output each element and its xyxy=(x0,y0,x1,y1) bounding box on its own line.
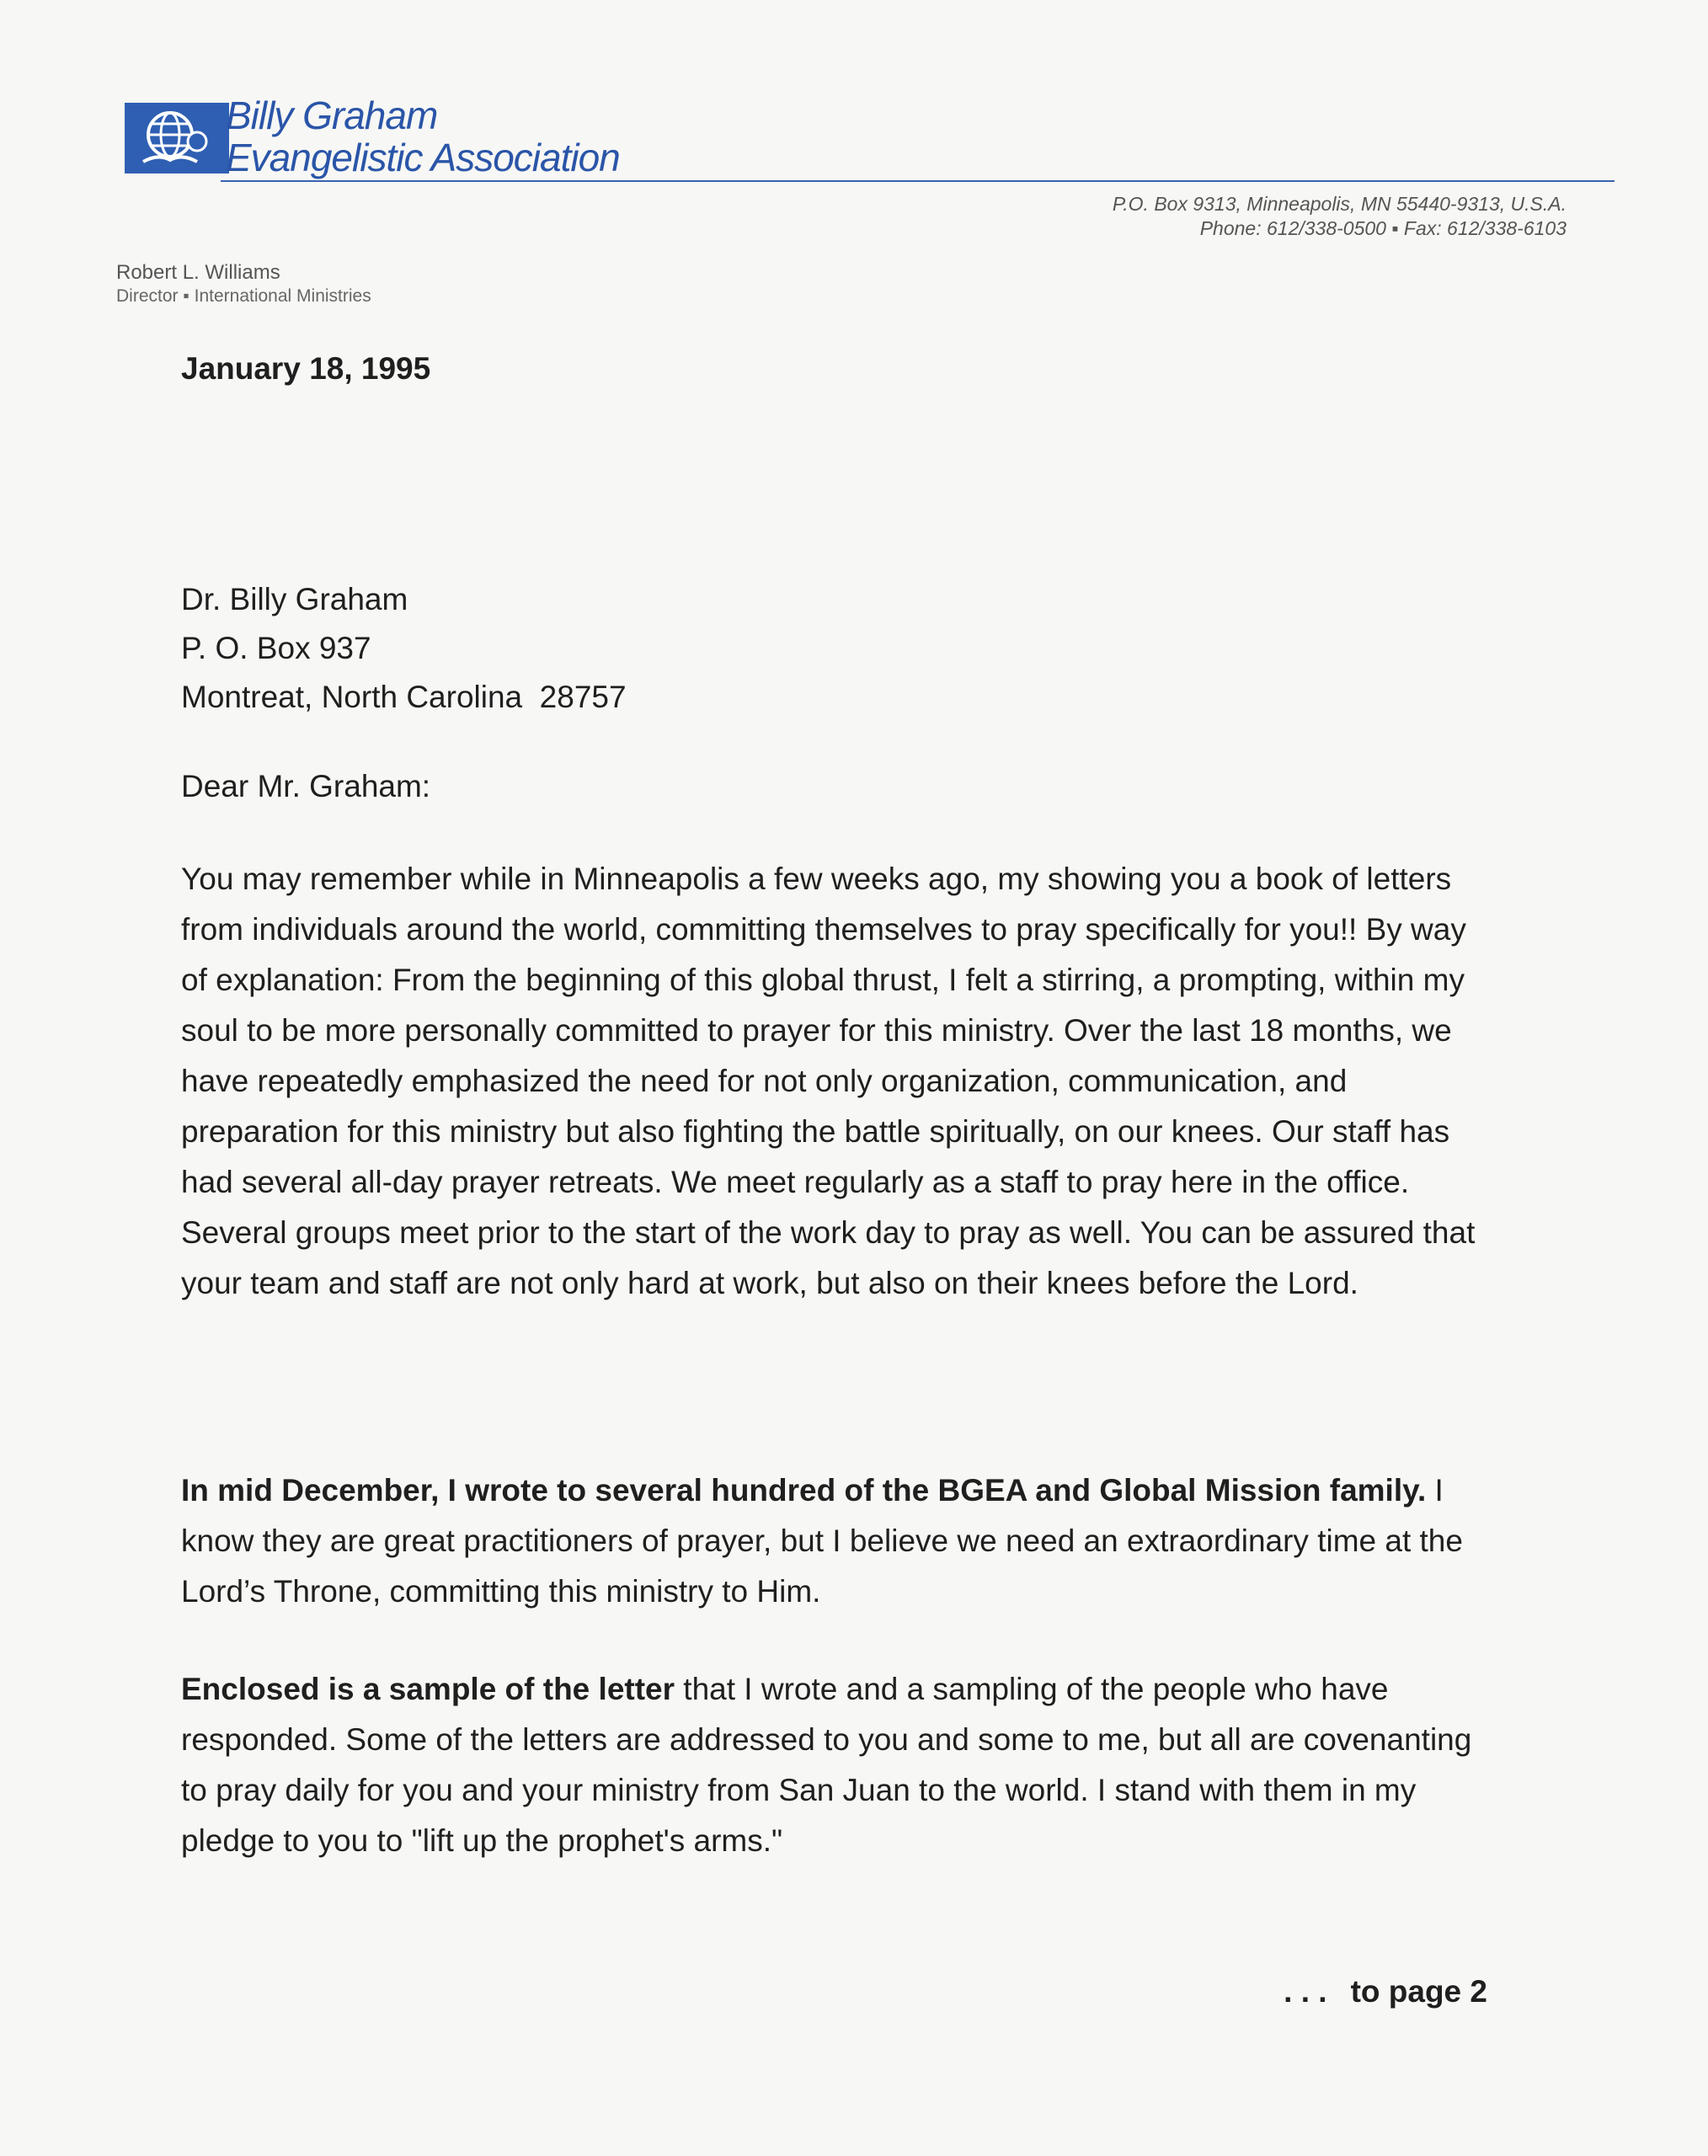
paragraph-2-text: I know they are great practitioners of prayer, but I believe we need an extraordinary time at the Lord’s Throne, committing this ministry to Him. xyxy=(181,1473,1463,1609)
sender-name: Robert L. Williams xyxy=(116,261,280,284)
paragraph-3-text: that I wrote and a sampling of the people who have responded. Some of the letters are addressed to you and some to me, but all are covenanting to pray daily for you and your ministry from San Juan to the world. I stand with them in my pledge to you to "lift up the prophet's arms." xyxy=(181,1672,1472,1858)
letterhead-rule xyxy=(221,180,1615,182)
globe-logo-icon xyxy=(125,103,229,173)
mailing-address: P.O. Box 9313, Minneapolis, MN 55440-9313, U.S.A. xyxy=(1112,193,1567,215)
letter-date: January 18, 1995 xyxy=(181,351,431,386)
recipient-line2: P. O. Box 937 xyxy=(181,631,371,665)
body-paragraph-3 xyxy=(181,1664,1495,1866)
paragraph-3-bold-lead: Enclosed is a sample of the letter xyxy=(181,1672,675,1706)
recipient-address xyxy=(181,575,1495,722)
body-paragraph-2 xyxy=(181,1465,1495,1617)
body-paragraph-1: You may remember while in Minneapolis a few weeks ago, my showing you a book of letters from individuals around the world, committing themselves to pray specifically for you!! By way of explanation: From the beginning of this global thrust, I felt a stirring, a prompting, within my soul to be more personally committed to prayer for this ministry. Over the last 18 months, we have repeatedly emphasized the need for not only organization, communication, and preparation for this ministry but also fighting the battle spiritually, on our knees. Our staff has had several all-day prayer retreats. We meet regularly as a staff to pray here in the office. Several groups meet prior to the start of the work day to pray as well. You can be assured that your team and staff are not only hard at work, but also on their knees before the Lord. xyxy=(181,862,1476,1300)
letterhead-address-block xyxy=(1113,192,1567,241)
page-continuation xyxy=(1284,1974,1487,2009)
organization-name xyxy=(226,94,620,179)
continuation-dots: . . . xyxy=(1284,1974,1327,2009)
recipient-line1: Dr. Billy Graham xyxy=(181,582,408,616)
continuation-label: to page 2 xyxy=(1350,1974,1487,2009)
org-name-line1: Billy Graham xyxy=(226,93,438,137)
org-name-line2: Evangelistic Association xyxy=(226,136,620,179)
salutation: Dear Mr. Graham: xyxy=(181,769,431,803)
phone-fax: Phone: 612/338-0500 ▪ Fax: 612/338-6103 xyxy=(1199,217,1567,239)
sender-title: Director ▪ International Ministries xyxy=(116,286,371,306)
paragraph-2-bold-lead: In mid December, I wrote to several hundred of the BGEA and Global Mission family. xyxy=(181,1473,1427,1508)
recipient-line3: Montreat, North Carolina 28757 xyxy=(181,680,627,714)
